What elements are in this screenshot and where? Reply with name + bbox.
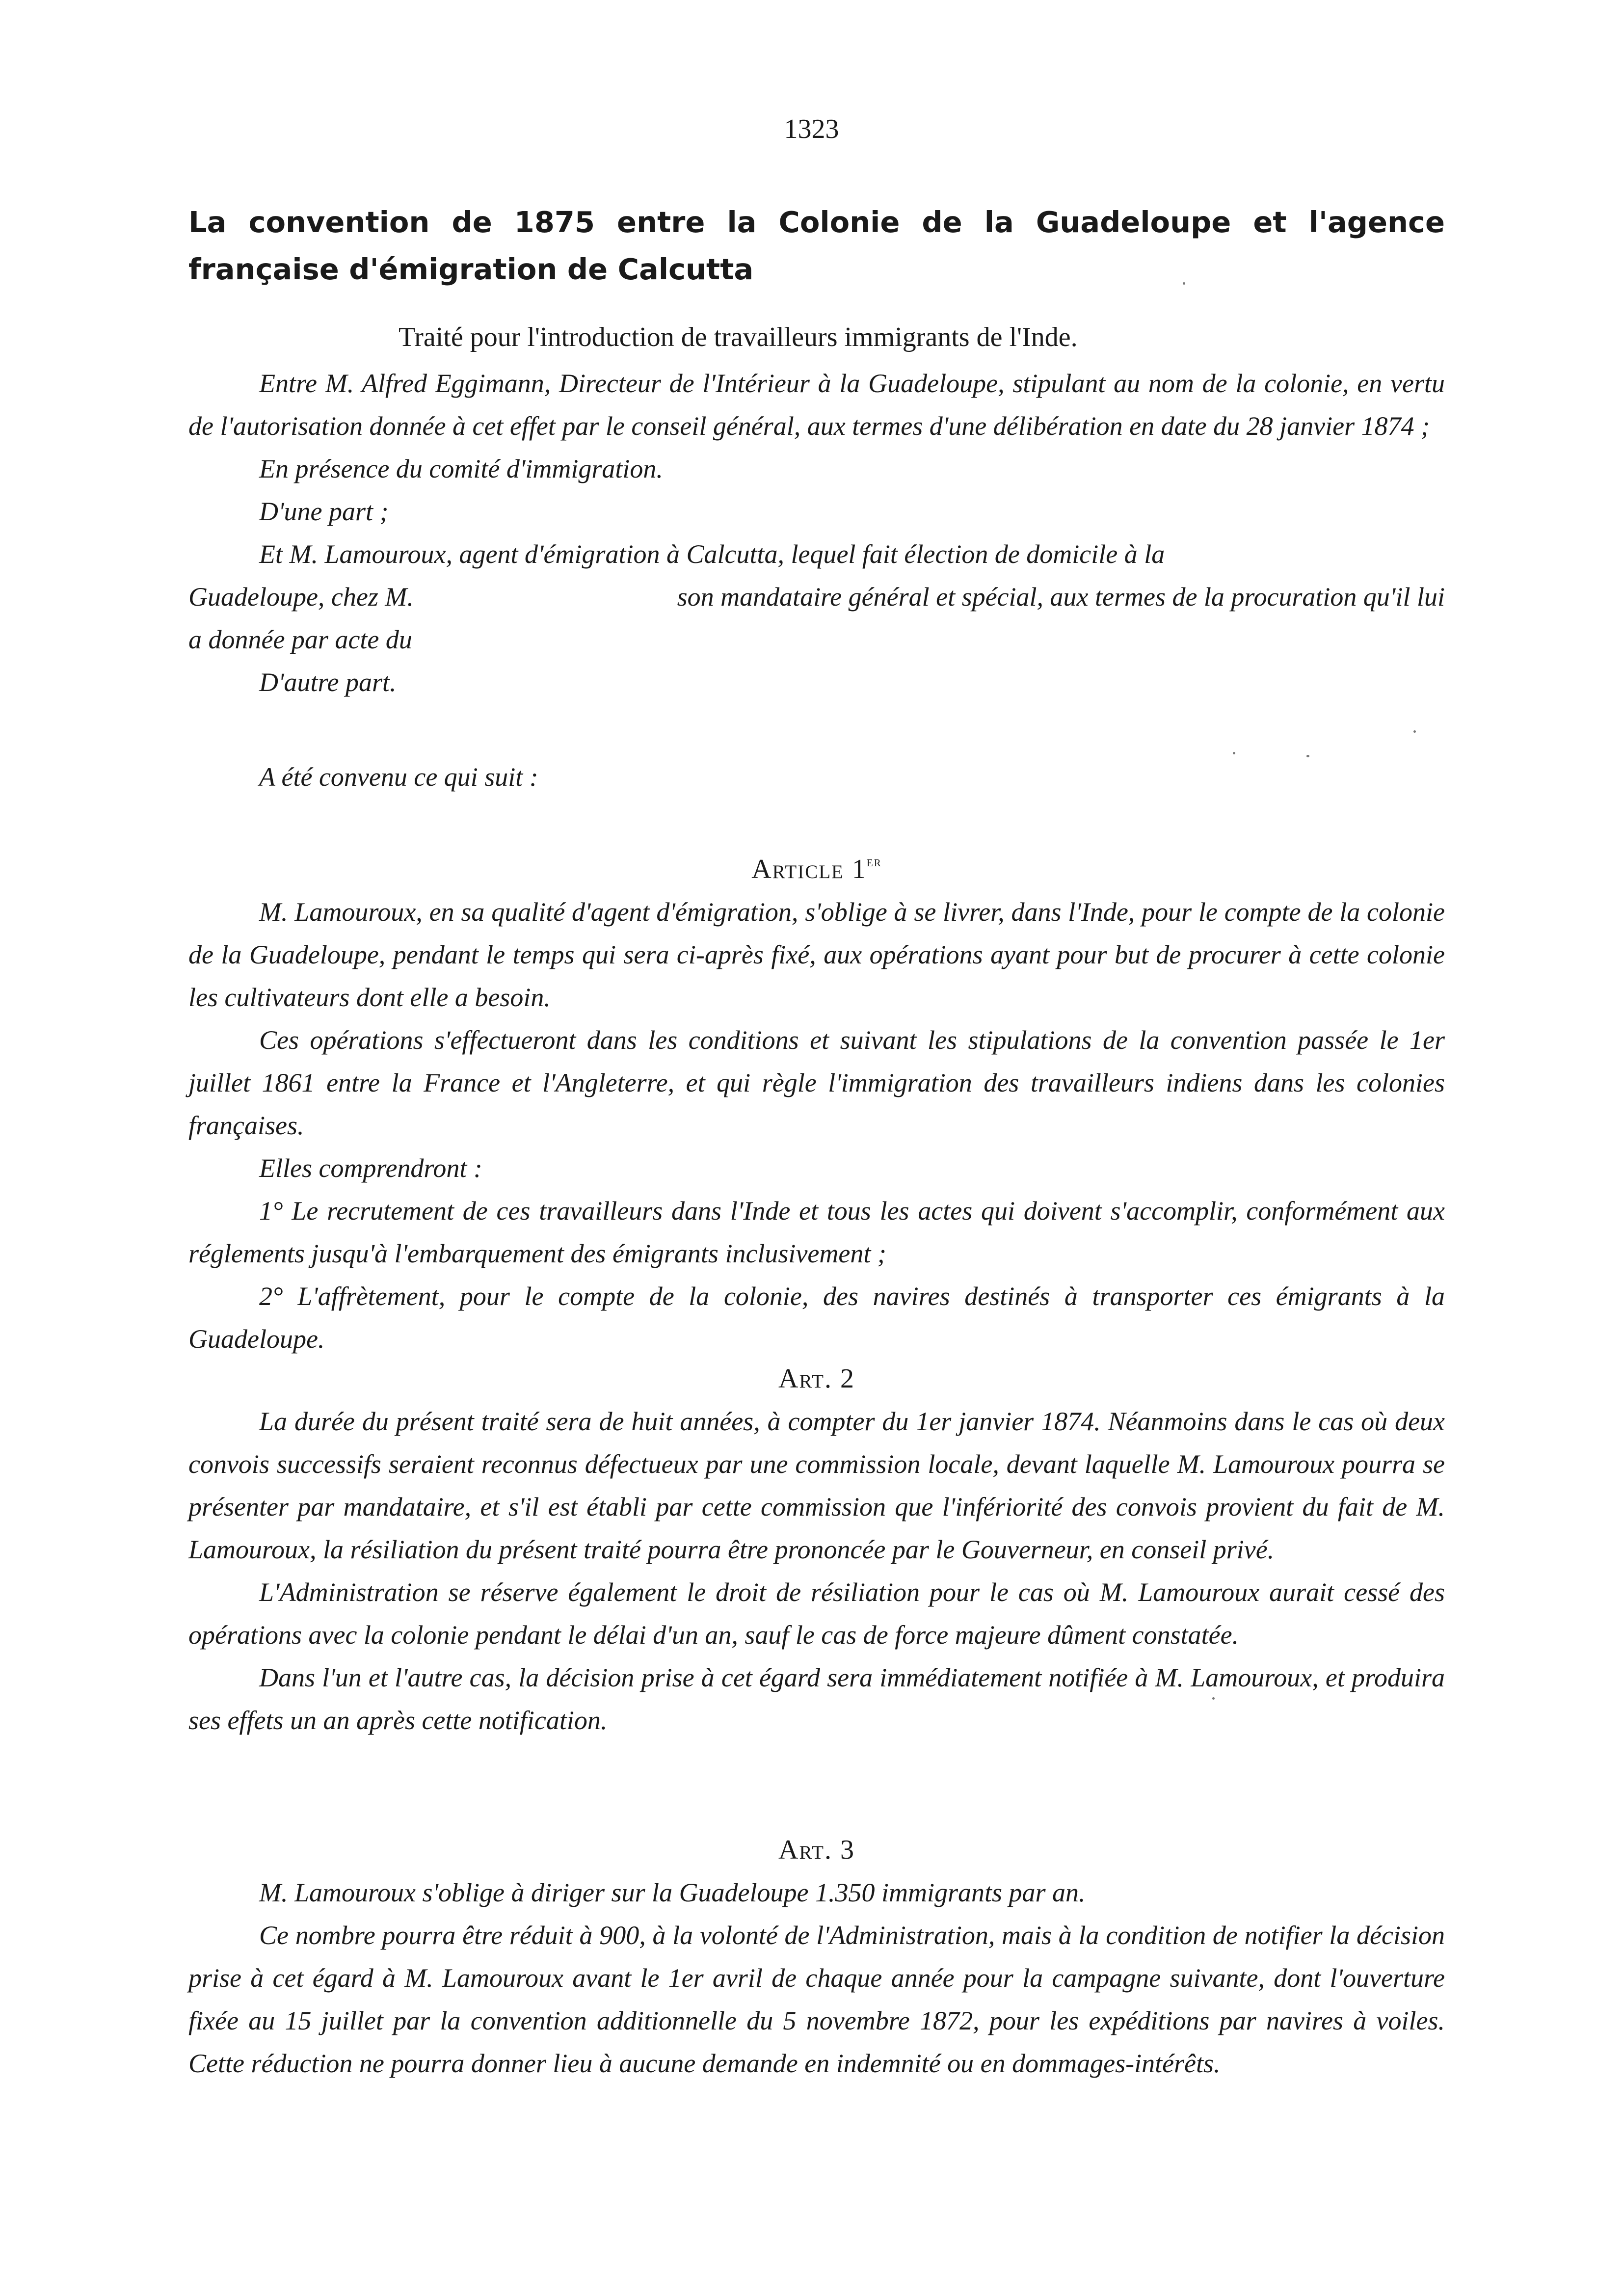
scan-speck — [1413, 730, 1416, 733]
article-2-para-2: L'Administration se réserve également le droit de résiliation pour le cas où M. Lamouroux aurait cessé des opérations avec la colonie pendant le délai d'un an, sauf le cas de force majeure dûment constatée. — [188, 1577, 1445, 1650]
article-1-para-2: Ces opérations s'effectueront dans les conditions et suivant les stipulations de la convention passée le 1er juillet 1861 entre la France et l'Angleterre, et qui règle l'immigration des travailleurs indiens dans les colonies françaises. — [188, 1025, 1445, 1140]
preamble-domicile-left: Guadeloupe, chez M. — [188, 582, 414, 612]
preamble-presence: En présence du comité d'immigration. — [259, 454, 663, 483]
scan-speck — [1183, 282, 1185, 285]
preamble-domicile-line — [188, 576, 1445, 618]
preamble-one-part: D'une part ; — [259, 497, 389, 526]
article-1-para-1: M. Lamouroux, en sa qualité d'agent d'émigration, s'oblige à se livrer, dans l'Inde, pour le compte de la colonie de la Guadeloupe, pendant le temps qui sera ci-après fixé, aux opérations ayant pour but de procurer à cette colonie les cultivateurs dont elle a besoin. — [188, 897, 1445, 1012]
article-1-title-sup: er — [866, 854, 882, 870]
page-number: 1323 — [784, 114, 839, 144]
preamble-act: a donnée par acte du — [188, 625, 412, 654]
scan-speck — [1306, 755, 1309, 757]
document-subtitle: Traité pour l'introduction de travailleurs immigrants de l'Inde. — [399, 322, 1078, 352]
article-2-title: Art. 2 — [778, 1363, 855, 1394]
article-1 — [188, 840, 1445, 1361]
article-2-para-3: Dans l'un et l'autre cas, la décision prise à cet égard sera immédiatement notifiée à M. Lamouroux, et produira ses effets un an après cette notification. — [188, 1663, 1445, 1735]
preamble-domicile-right: son mandataire général et spécial, aux termes de la procuration qu'il lui — [677, 582, 1445, 612]
scan-speck — [1233, 752, 1235, 754]
scan-speck — [1212, 1697, 1215, 1700]
article-3-title: Art. 3 — [778, 1835, 855, 1865]
preamble-parties-first: Entre M. Alfred Eggimann, Directeur de l'Intérieur à la Guadeloupe, stipulant au nom de la colonie, en vertu de l'autorisation donnée à cet effet par le conseil général, aux termes d'une délibération en date du 28 janvier 1874 ; — [188, 369, 1445, 441]
article-1-para-4: 1° Le recrutement de ces travailleurs dans l'Inde et tous les actes qui doivent s'accomplir, conformément aux réglements jusqu'à l'embarquement des émigrants inclusivement ; — [188, 1196, 1445, 1268]
article-3 — [188, 1829, 1445, 2085]
document-heading: La convention de 1875 entre la Colonie de la Guadeloupe et l'agence française d'émigration de Calcutta — [188, 205, 1445, 286]
article-1-title: Article 1er — [751, 854, 882, 884]
preamble — [188, 362, 1445, 799]
preamble-parties-second: Et M. Lamouroux, agent d'émigration à Calcutta, lequel fait élection de domicile à la — [259, 539, 1165, 569]
preamble-other-part: D'autre part. — [259, 667, 397, 697]
preamble-agreed: A été convenu ce qui suit : — [259, 762, 538, 792]
article-1-para-3: Elles comprendront : — [259, 1153, 482, 1183]
article-3-para-1: M. Lamouroux s'oblige à diriger sur la Guadeloupe 1.350 immigrants par an. — [259, 1878, 1086, 1907]
article-2 — [188, 1358, 1445, 1742]
article-3-para-2: Ce nombre pourra être réduit à 900, à la volonté de l'Administration, mais à la condition de notifier la décision prise à cet égard à M. Lamouroux avant le 1er avril de chaque année pour la campagne suivante, dont l'ouverture fixée au 15 juillet par la convention additionnelle du 5 novembre 1872, pour les expéditions par navires à voiles. Cette réduction ne pourra donner lieu à aucune demande en indemnité ou en dommages-intérêts. — [188, 1921, 1445, 2078]
article-1-para-5: 2° L'affrètement, pour le compte de la colonie, des navires destinés à transporter ces émigrants à la Guadeloupe. — [188, 1281, 1445, 1354]
article-2-para-1: La durée du présent traité sera de huit années, à compter du 1er janvier 1874. Néanmoins dans le cas où deux convois successifs seraient reconnus défectueux par une commission locale, devant laquelle M. Lamouroux pourra se présenter par mandataire, et s'il est établi par cette commission que l'infériorité des convois provient du fait de M. Lamouroux, la résiliation du présent traité pourra être prononcée par le Gouverneur, en conseil privé. — [188, 1407, 1445, 1564]
